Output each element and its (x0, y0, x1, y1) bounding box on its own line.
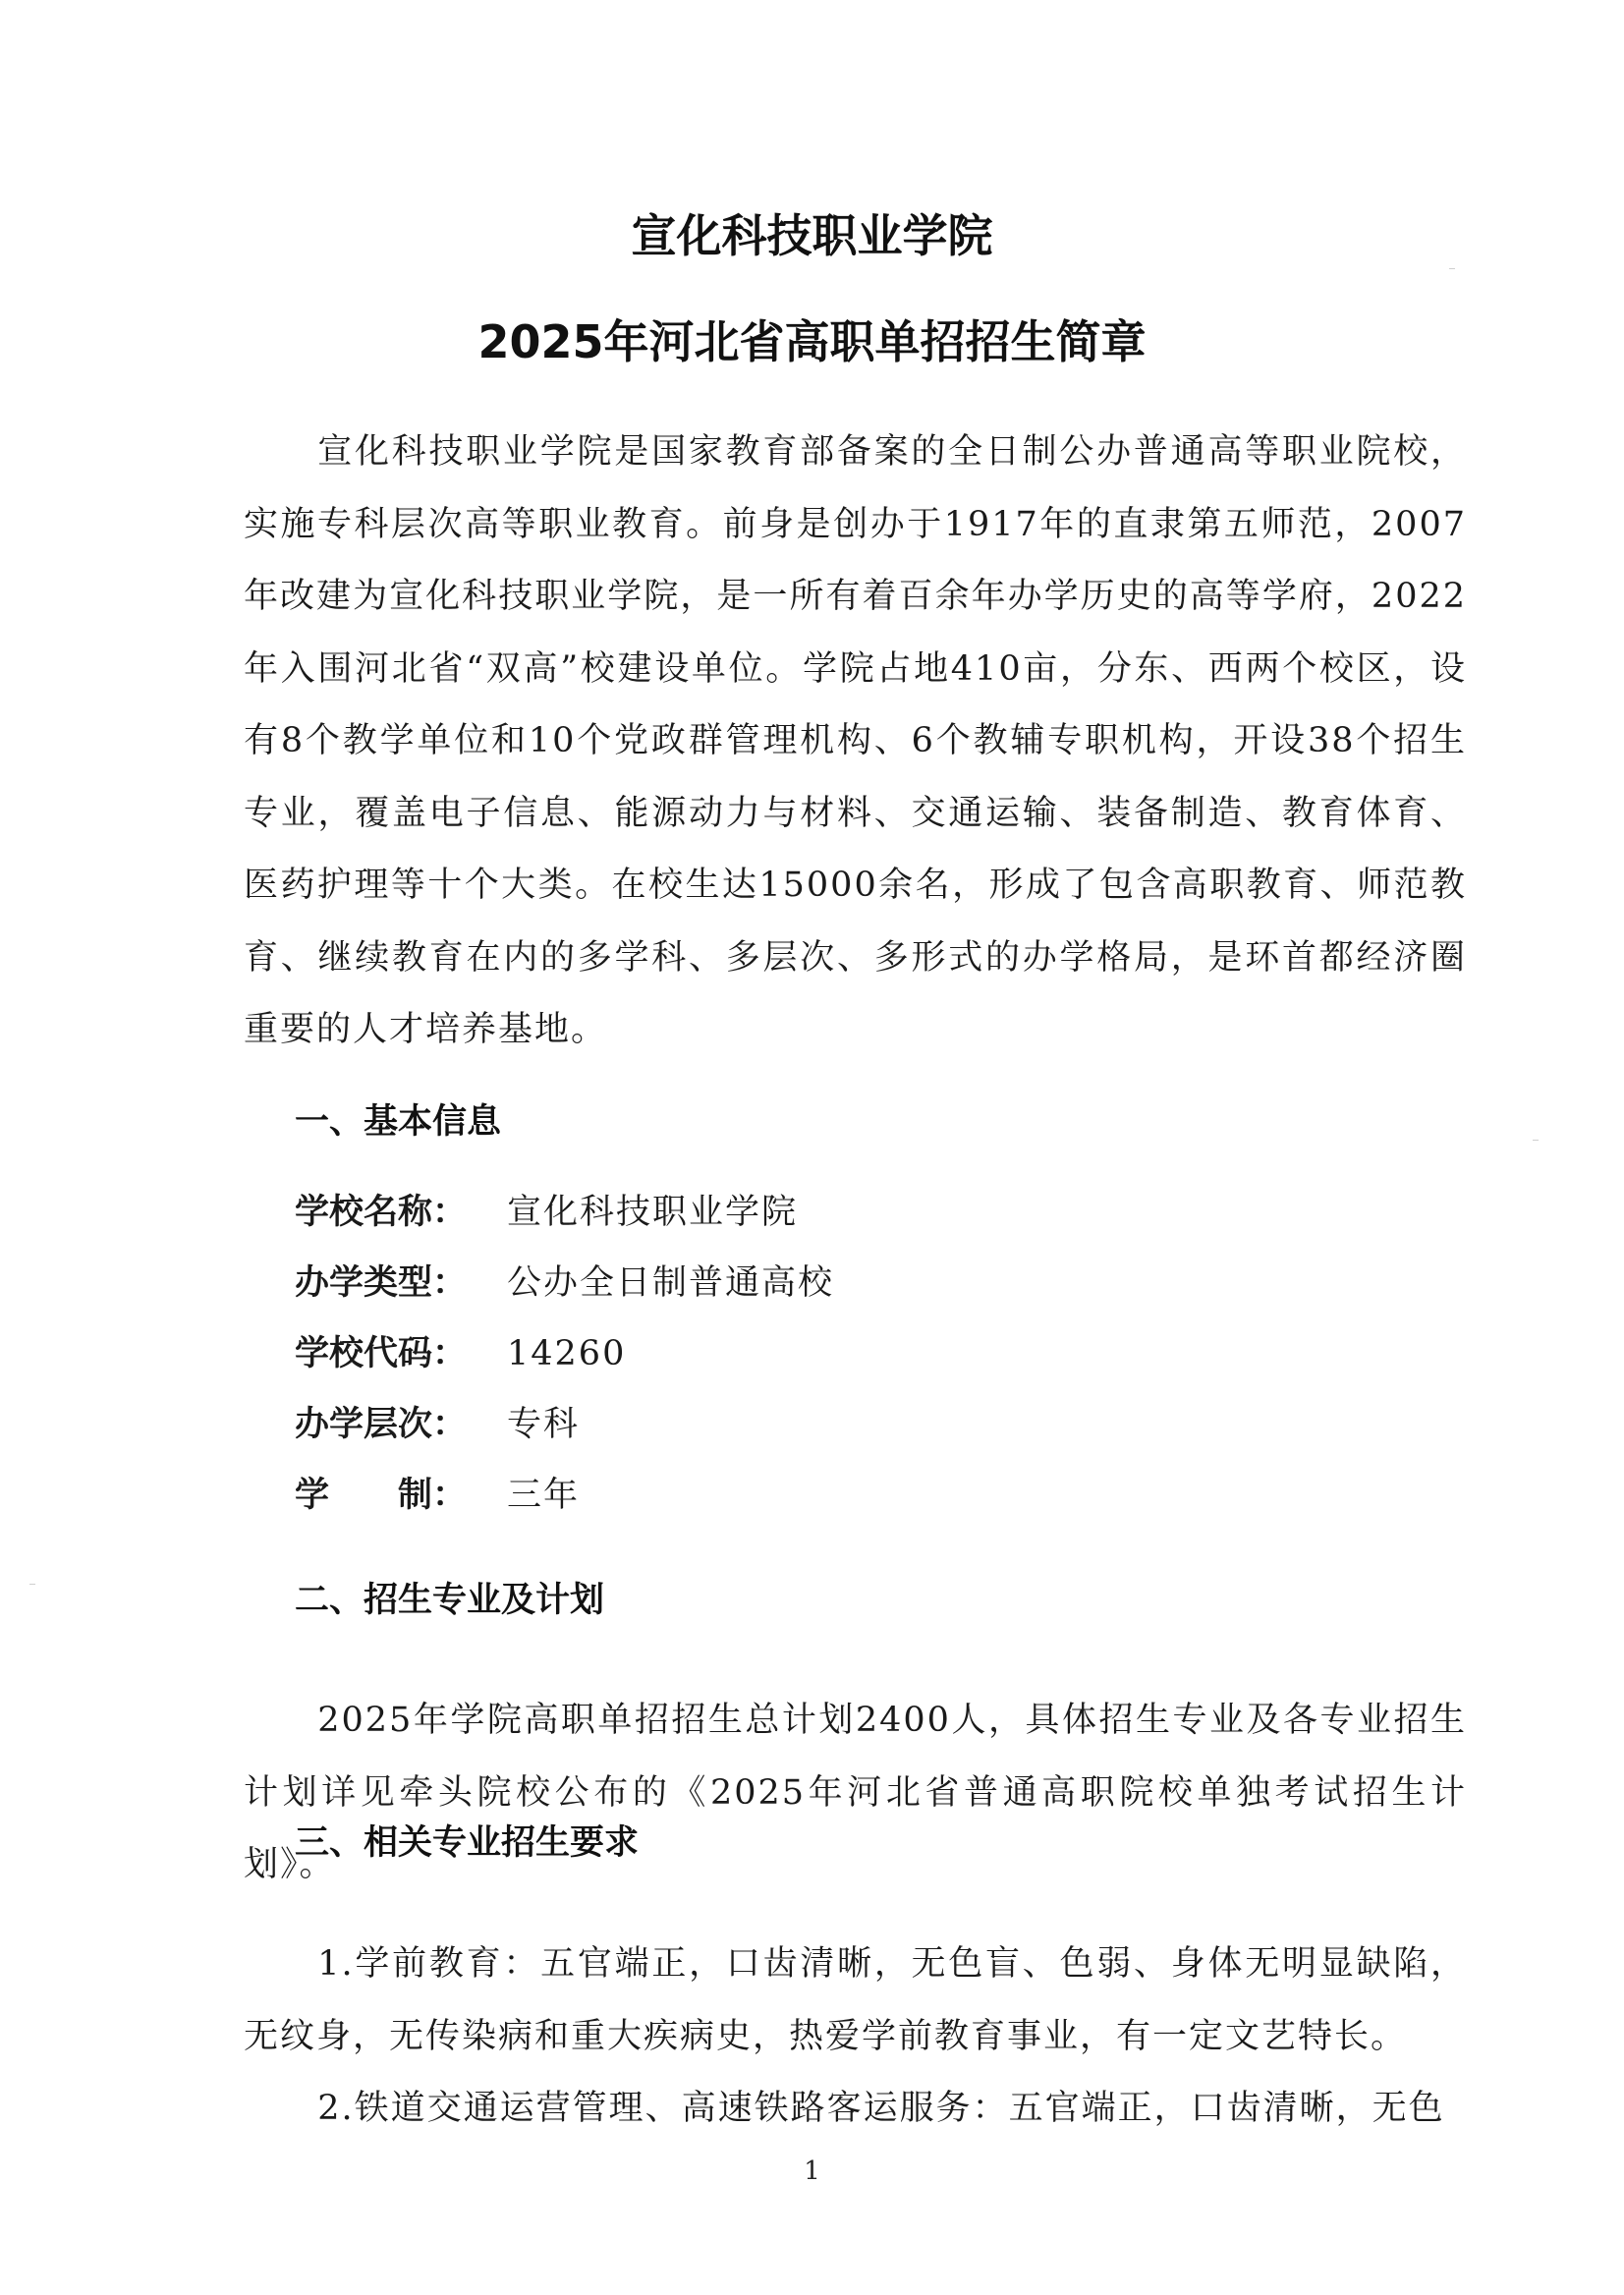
section-heading-basic-info: 一、基本信息 (295, 1102, 502, 1142)
document-title: 宣化科技职业学院 (631, 209, 993, 262)
scan-speck (1533, 1140, 1539, 1141)
info-label: 办学类型： (295, 1263, 468, 1303)
requirement-item: 1.学前教育：五官端正，口齿清晰，无色盲、色弱、身体无明显缺陷，无纹身，无传染病和重大疾病史，热爱学前教育事业，有一定文艺特长。 (244, 1944, 1467, 2056)
info-value: 宣化科技职业学院 (507, 1193, 799, 1232)
scan-speck (1449, 268, 1455, 269)
info-label: 办学层次： (295, 1405, 468, 1444)
info-label: 学 制： (295, 1476, 468, 1515)
info-label: 学校代码： (295, 1334, 468, 1373)
page-number: 1 (804, 2156, 820, 2186)
info-value: 专科 (507, 1405, 581, 1444)
info-row-education-level (295, 1401, 1375, 1448)
document-subtitle: 2025年河北省高职单招招生简章 (477, 315, 1147, 368)
requirement-item: 2.铁道交通运营管理、高速铁路客运服务：五官端正，口齿清晰，无色 (317, 2089, 1445, 2128)
info-row-school-name (295, 1189, 1375, 1236)
section-heading-enrollment-plan: 二、招生专业及计划 (295, 1581, 605, 1620)
intro-paragraph: 宣化科技职业学院是国家教育部备案的全日制公办普通高等职业院校，实施专科层次高等职业教育。前身是创办于1917年的直隶第五师范，2007年改建为宣化科技职业学院，是一所有着百余年办学历史的高等学府，2022年入围河北省“双高”校建设单位。学院占地410亩，分东、西两个校区，设有8个教学单位和10个党政群管理机构、6个教辅专职机构，开设38个招生专业，覆盖电子信息、能源动力与材料、交通运输、装备制造、教育体育、医药护理等十个大类。在校生达15000余名，形成了包含高职教育、师范教育、继续教育在内的多学科、多层次、多形式的办学格局，是环首都经济圈重要的人才培养基地。 (244, 432, 1467, 1049)
info-row-school-code (295, 1330, 1375, 1377)
section-heading-requirements: 三、相关专业招生要求 (295, 1823, 640, 1863)
enrollment-plan-paragraph: 2025年学院高职单招招生总计划2400人，具体招生专业及各专业招生计划详见牵头院校公布的《2025年河北省普通高职院校单独考试招生计划》。 (244, 1701, 1467, 1884)
info-value: 14260 (507, 1334, 627, 1373)
info-row-duration (295, 1472, 1375, 1519)
info-label: 学校名称： (295, 1193, 468, 1232)
info-value: 公办全日制普通高校 (507, 1263, 835, 1303)
scan-speck (29, 1584, 35, 1585)
info-row-school-type (295, 1259, 1375, 1307)
info-value: 三年 (507, 1476, 581, 1515)
